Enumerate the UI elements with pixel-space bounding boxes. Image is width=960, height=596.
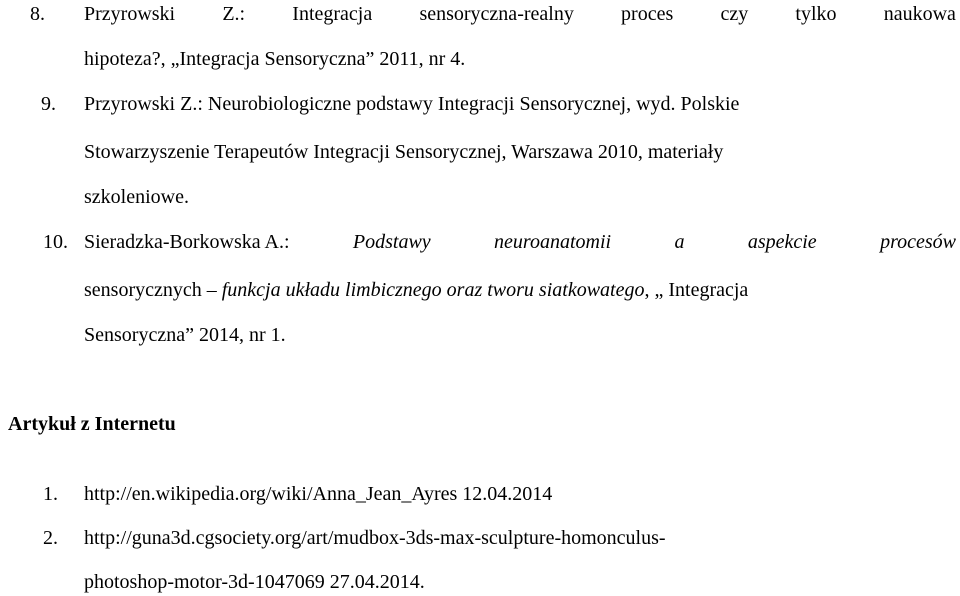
reference-title-word: aspekcie bbox=[747, 231, 817, 253]
article-link-continued[interactable]: photoshop-motor-3d-1047069 27.04.2014. bbox=[84, 571, 425, 593]
reference-number: 10. bbox=[43, 231, 68, 253]
reference-text: sensorycznych – bbox=[84, 279, 222, 301]
reference-title-word: procesów bbox=[880, 231, 956, 253]
reference-word: naukowa bbox=[883, 3, 956, 25]
article-link[interactable]: http://en.wikipedia.org/wiki/Anna_Jean_Ayres 12.04.2014 bbox=[84, 483, 553, 505]
reference-line: hipoteza?, „Integracja Sensoryczna” 2011, nr 4. bbox=[84, 48, 466, 70]
reference-word: sensoryczna-realny bbox=[419, 3, 574, 25]
reference-word: Przyrowski bbox=[84, 3, 176, 25]
article-number: 1. bbox=[43, 483, 58, 505]
reference-title-word: neuroanatomii bbox=[494, 231, 612, 253]
reference-title-word: Podstawy bbox=[352, 231, 431, 253]
reference-line bbox=[84, 2, 956, 26]
reference-word: Z.: bbox=[222, 3, 246, 25]
section-heading: Artykuł z Internetu bbox=[8, 413, 176, 435]
reference-number: 8. bbox=[30, 3, 45, 25]
reference-title-word: a bbox=[674, 231, 685, 253]
reference-word: czy bbox=[720, 3, 749, 25]
reference-line: Przyrowski Z.: Neurobiologiczne podstawy Integracji Sensorycznej, wyd. Polskie bbox=[84, 93, 740, 115]
article-link[interactable]: http://guna3d.cgsociety.org/art/mudbox-3ds-max-sculpture-homonculus- bbox=[84, 527, 666, 549]
reference-text: , „ Integracja bbox=[644, 279, 749, 301]
reference-word: proces bbox=[621, 3, 674, 25]
reference-word: tylko bbox=[795, 3, 837, 25]
reference-line bbox=[84, 230, 956, 254]
reference-word: Integracja bbox=[292, 3, 373, 25]
reference-author: Sieradzka-Borkowska A.: bbox=[84, 231, 290, 253]
reference-line: Stowarzyszenie Terapeutów Integracji Sensorycznej, Warszawa 2010, materiały bbox=[84, 141, 724, 163]
reference-title: funkcja układu limbicznego oraz tworu siatkowatego bbox=[221, 279, 645, 301]
reference-line bbox=[84, 278, 748, 302]
reference-line: szkoleniowe. bbox=[84, 186, 189, 208]
reference-line: Sensoryczna” 2014, nr 1. bbox=[84, 324, 286, 346]
reference-number: 9. bbox=[41, 93, 56, 115]
article-number: 2. bbox=[43, 527, 58, 549]
